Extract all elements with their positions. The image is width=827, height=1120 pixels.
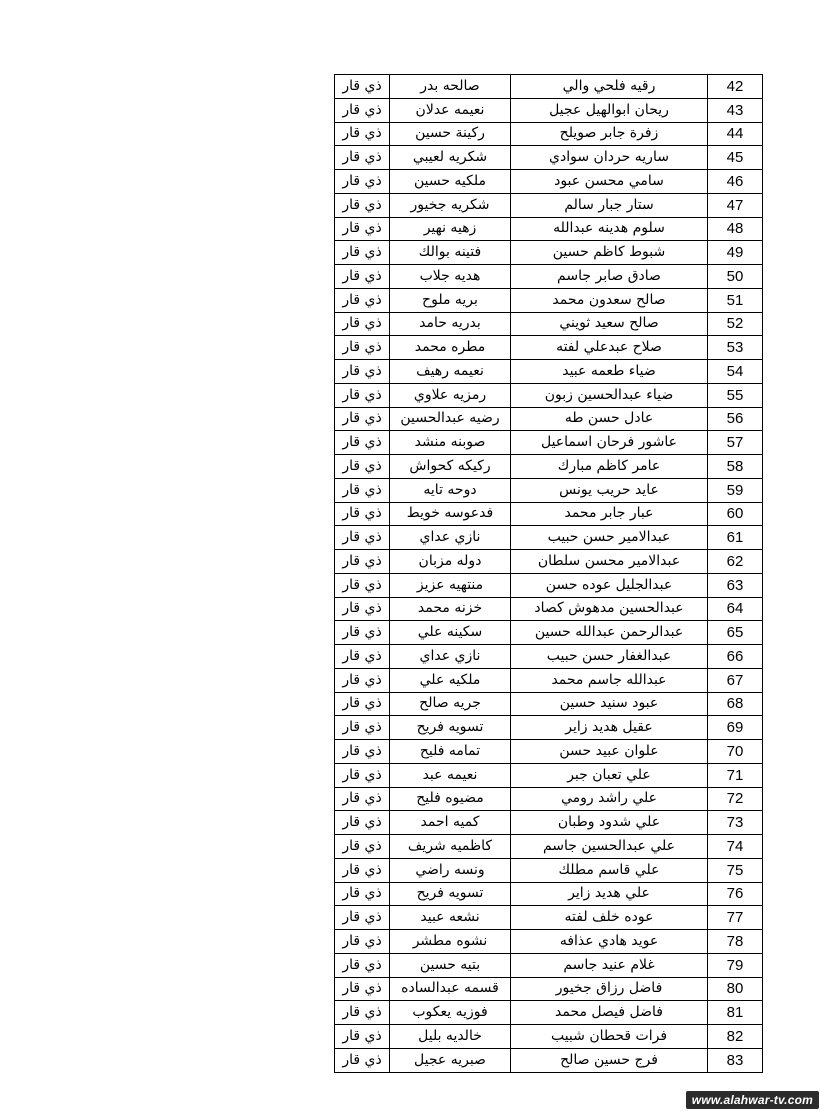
mother-name-cell: رمزيه علاوي: [390, 383, 511, 407]
full-name-cell: عبدالامير حسن حبيب: [511, 526, 708, 550]
mother-name-cell: ركينة حسين: [390, 122, 511, 146]
row-number-cell: 54: [708, 360, 763, 384]
province-cell: ذي قار: [335, 193, 390, 217]
mother-name-cell: شكريه جخيور: [390, 193, 511, 217]
full-name-cell: علي شدود وطبان: [511, 811, 708, 835]
table-row: [335, 407, 763, 431]
mother-name-cell: سكينه علي: [390, 621, 511, 645]
row-number-cell: 63: [708, 573, 763, 597]
row-number-cell: 42: [708, 75, 763, 99]
row-number-cell: 79: [708, 953, 763, 977]
full-name-cell: عبار جابر محمد: [511, 502, 708, 526]
full-name-cell: عبود سنيد حسين: [511, 692, 708, 716]
full-name-cell: رقيه فلحي والي: [511, 75, 708, 99]
full-name-cell: علي عبدالحسين جاسم: [511, 835, 708, 859]
mother-name-cell: مضيوه فليح: [390, 787, 511, 811]
mother-name-cell: رضيه عبدالحسين: [390, 407, 511, 431]
full-name-cell: عبدالامير محسن سلطان: [511, 550, 708, 574]
row-number-cell: 64: [708, 597, 763, 621]
mother-name-cell: ملكيه علي: [390, 668, 511, 692]
province-cell: ذي قار: [335, 288, 390, 312]
mother-name-cell: صالحه بدر: [390, 75, 511, 99]
full-name-cell: غلام عنيد جاسم: [511, 953, 708, 977]
table-row: [335, 930, 763, 954]
full-name-cell: ضياء طعمه عبيد: [511, 360, 708, 384]
site-watermark: www.alahwar-tv.com: [686, 1091, 819, 1109]
table-row: [335, 668, 763, 692]
full-name-cell: عادل حسن طه: [511, 407, 708, 431]
mother-name-cell: خالديه بليل: [390, 1025, 511, 1049]
mother-name-cell: منتهيه عزيز: [390, 573, 511, 597]
table-row: [335, 288, 763, 312]
table-row: [335, 1001, 763, 1025]
table-row: [335, 75, 763, 99]
province-cell: ذي قار: [335, 645, 390, 669]
full-name-cell: ساريه حردان سوادي: [511, 146, 708, 170]
province-cell: ذي قار: [335, 1025, 390, 1049]
province-cell: ذي قار: [335, 787, 390, 811]
mother-name-cell: نازي عداي: [390, 645, 511, 669]
full-name-cell: عقيل هديد زاير: [511, 716, 708, 740]
mother-name-cell: بريه ملوح: [390, 288, 511, 312]
table-row: [335, 502, 763, 526]
province-cell: ذي قار: [335, 478, 390, 502]
row-number-cell: 82: [708, 1025, 763, 1049]
row-number-cell: 49: [708, 241, 763, 265]
mother-name-cell: دوله مزبان: [390, 550, 511, 574]
mother-name-cell: نعيمه عدلان: [390, 98, 511, 122]
table-row: [335, 953, 763, 977]
province-cell: ذي قار: [335, 597, 390, 621]
table-row: [335, 811, 763, 835]
table-row: [335, 597, 763, 621]
table-row: [335, 526, 763, 550]
province-cell: ذي قار: [335, 692, 390, 716]
row-number-cell: 50: [708, 265, 763, 289]
table-row: [335, 1025, 763, 1049]
full-name-cell: عبدالجليل عوده حسن: [511, 573, 708, 597]
full-name-cell: زفرة جابر صويلح: [511, 122, 708, 146]
table-row: [335, 882, 763, 906]
province-cell: ذي قار: [335, 312, 390, 336]
mother-name-cell: زهيه نهير: [390, 217, 511, 241]
full-name-cell: صلاح عبدعلي لفته: [511, 336, 708, 360]
province-cell: ذي قار: [335, 811, 390, 835]
mother-name-cell: نعيمه رهيف: [390, 360, 511, 384]
table-row: [335, 906, 763, 930]
full-name-cell: عويد هادي عذافه: [511, 930, 708, 954]
table-row: [335, 621, 763, 645]
row-number-cell: 69: [708, 716, 763, 740]
row-number-cell: 44: [708, 122, 763, 146]
table-row: [335, 740, 763, 764]
row-number-cell: 78: [708, 930, 763, 954]
province-cell: ذي قار: [335, 835, 390, 859]
row-number-cell: 58: [708, 455, 763, 479]
mother-name-cell: فدعوسه خويط: [390, 502, 511, 526]
full-name-cell: فرج حسين صالح: [511, 1048, 708, 1072]
mother-name-cell: خزنه محمد: [390, 597, 511, 621]
row-number-cell: 80: [708, 977, 763, 1001]
full-name-cell: فاضل فيصل محمد: [511, 1001, 708, 1025]
full-name-cell: عامر كاظم مبارك: [511, 455, 708, 479]
records-table: [334, 74, 763, 1073]
province-cell: ذي قار: [335, 336, 390, 360]
province-cell: ذي قار: [335, 763, 390, 787]
row-number-cell: 52: [708, 312, 763, 336]
province-cell: ذي قار: [335, 573, 390, 597]
province-cell: ذي قار: [335, 1001, 390, 1025]
province-cell: ذي قار: [335, 431, 390, 455]
province-cell: ذي قار: [335, 455, 390, 479]
table-row: [335, 241, 763, 265]
full-name-cell: عوده خلف لفته: [511, 906, 708, 930]
full-name-cell: فاضل رزاق جخيور: [511, 977, 708, 1001]
row-number-cell: 68: [708, 692, 763, 716]
table-row: [335, 122, 763, 146]
row-number-cell: 76: [708, 882, 763, 906]
row-number-cell: 59: [708, 478, 763, 502]
table-row: [335, 170, 763, 194]
row-number-cell: 67: [708, 668, 763, 692]
mother-name-cell: نشعه عبيد: [390, 906, 511, 930]
mother-name-cell: صبريه عجيل: [390, 1048, 511, 1072]
table-row: [335, 193, 763, 217]
mother-name-cell: كاظميه شريف: [390, 835, 511, 859]
province-cell: ذي قار: [335, 740, 390, 764]
table-row: [335, 478, 763, 502]
province-cell: ذي قار: [335, 668, 390, 692]
mother-name-cell: هديه جلاب: [390, 265, 511, 289]
full-name-cell: عبدالرحمن عبدالله حسين: [511, 621, 708, 645]
row-number-cell: 57: [708, 431, 763, 455]
row-number-cell: 62: [708, 550, 763, 574]
mother-name-cell: جريه صالح: [390, 692, 511, 716]
province-cell: ذي قار: [335, 75, 390, 99]
row-number-cell: 60: [708, 502, 763, 526]
row-number-cell: 77: [708, 906, 763, 930]
mother-name-cell: كميه احمد: [390, 811, 511, 835]
province-cell: ذي قار: [335, 1048, 390, 1072]
full-name-cell: عبدالله جاسم محمد: [511, 668, 708, 692]
province-cell: ذي قار: [335, 407, 390, 431]
full-name-cell: عايد حريب يونس: [511, 478, 708, 502]
row-number-cell: 75: [708, 858, 763, 882]
row-number-cell: 72: [708, 787, 763, 811]
full-name-cell: عاشور فرحان اسماعيل: [511, 431, 708, 455]
full-name-cell: عبدالغفار حسن حبيب: [511, 645, 708, 669]
table-row: [335, 383, 763, 407]
mother-name-cell: نازي عداي: [390, 526, 511, 550]
row-number-cell: 43: [708, 98, 763, 122]
province-cell: ذي قار: [335, 383, 390, 407]
province-cell: ذي قار: [335, 265, 390, 289]
table-row: [335, 645, 763, 669]
row-number-cell: 47: [708, 193, 763, 217]
table-row: [335, 858, 763, 882]
table-row: [335, 573, 763, 597]
full-name-cell: ضياء عبدالحسين زبون: [511, 383, 708, 407]
row-number-cell: 45: [708, 146, 763, 170]
mother-name-cell: بدريه حامد: [390, 312, 511, 336]
records-table-body: [335, 75, 763, 1073]
row-number-cell: 71: [708, 763, 763, 787]
mother-name-cell: فوزيه يعكوب: [390, 1001, 511, 1025]
mother-name-cell: شكريه لعيبي: [390, 146, 511, 170]
table-row: [335, 763, 763, 787]
full-name-cell: علي راشد رومي: [511, 787, 708, 811]
full-name-cell: عبدالحسين مدهوش كصاد: [511, 597, 708, 621]
province-cell: ذي قار: [335, 858, 390, 882]
table-row: [335, 716, 763, 740]
mother-name-cell: صوبنه منشد: [390, 431, 511, 455]
full-name-cell: علوان عبيد حسن: [511, 740, 708, 764]
mother-name-cell: ونسه راضي: [390, 858, 511, 882]
row-number-cell: 46: [708, 170, 763, 194]
full-name-cell: صادق صابر جاسم: [511, 265, 708, 289]
row-number-cell: 65: [708, 621, 763, 645]
table-row: [335, 360, 763, 384]
table-row: [335, 1048, 763, 1072]
row-number-cell: 70: [708, 740, 763, 764]
full-name-cell: علي تعبان جبر: [511, 763, 708, 787]
row-number-cell: 53: [708, 336, 763, 360]
full-name-cell: ريحان ابوالهيل عجيل: [511, 98, 708, 122]
table-row: [335, 98, 763, 122]
mother-name-cell: تسويه فريح: [390, 882, 511, 906]
row-number-cell: 83: [708, 1048, 763, 1072]
row-number-cell: 61: [708, 526, 763, 550]
full-name-cell: سلوم هدينه عبدالله: [511, 217, 708, 241]
table-row: [335, 265, 763, 289]
full-name-cell: صالح سعيد ثويني: [511, 312, 708, 336]
row-number-cell: 66: [708, 645, 763, 669]
province-cell: ذي قار: [335, 146, 390, 170]
table-row: [335, 455, 763, 479]
province-cell: ذي قار: [335, 930, 390, 954]
table-row: [335, 431, 763, 455]
mother-name-cell: نعيمه عبد: [390, 763, 511, 787]
province-cell: ذي قار: [335, 360, 390, 384]
table-row: [335, 787, 763, 811]
mother-name-cell: قسمه عبدالساده: [390, 977, 511, 1001]
mother-name-cell: نشوه مطشر: [390, 930, 511, 954]
mother-name-cell: تسويه فريح: [390, 716, 511, 740]
mother-name-cell: فتينه بوالك: [390, 241, 511, 265]
table-row: [335, 692, 763, 716]
table-row: [335, 835, 763, 859]
province-cell: ذي قار: [335, 550, 390, 574]
province-cell: ذي قار: [335, 526, 390, 550]
table-row: [335, 977, 763, 1001]
province-cell: ذي قار: [335, 621, 390, 645]
province-cell: ذي قار: [335, 217, 390, 241]
province-cell: ذي قار: [335, 716, 390, 740]
province-cell: ذي قار: [335, 98, 390, 122]
row-number-cell: 48: [708, 217, 763, 241]
province-cell: ذي قار: [335, 906, 390, 930]
mother-name-cell: دوحه تايه: [390, 478, 511, 502]
row-number-cell: 56: [708, 407, 763, 431]
table-row: [335, 312, 763, 336]
province-cell: ذي قار: [335, 882, 390, 906]
row-number-cell: 73: [708, 811, 763, 835]
mother-name-cell: ملكيه حسين: [390, 170, 511, 194]
full-name-cell: علي هديد زاير: [511, 882, 708, 906]
row-number-cell: 74: [708, 835, 763, 859]
table-row: [335, 336, 763, 360]
mother-name-cell: تمامه فليح: [390, 740, 511, 764]
mother-name-cell: بتيه حسين: [390, 953, 511, 977]
full-name-cell: علي قاسم مطلك: [511, 858, 708, 882]
records-sheet: [334, 74, 758, 1073]
row-number-cell: 55: [708, 383, 763, 407]
full-name-cell: صالح سعدون محمد: [511, 288, 708, 312]
row-number-cell: 51: [708, 288, 763, 312]
province-cell: ذي قار: [335, 170, 390, 194]
mother-name-cell: ركيكه كحواش: [390, 455, 511, 479]
full-name-cell: فرات قحطان شبيب: [511, 1025, 708, 1049]
province-cell: ذي قار: [335, 122, 390, 146]
table-row: [335, 550, 763, 574]
full-name-cell: ستار جبار سالم: [511, 193, 708, 217]
row-number-cell: 81: [708, 1001, 763, 1025]
table-row: [335, 146, 763, 170]
province-cell: ذي قار: [335, 502, 390, 526]
province-cell: ذي قار: [335, 953, 390, 977]
province-cell: ذي قار: [335, 241, 390, 265]
mother-name-cell: مطره محمد: [390, 336, 511, 360]
full-name-cell: سامي محسن عبود: [511, 170, 708, 194]
province-cell: ذي قار: [335, 977, 390, 1001]
table-row: [335, 217, 763, 241]
full-name-cell: شبوط كاظم حسين: [511, 241, 708, 265]
